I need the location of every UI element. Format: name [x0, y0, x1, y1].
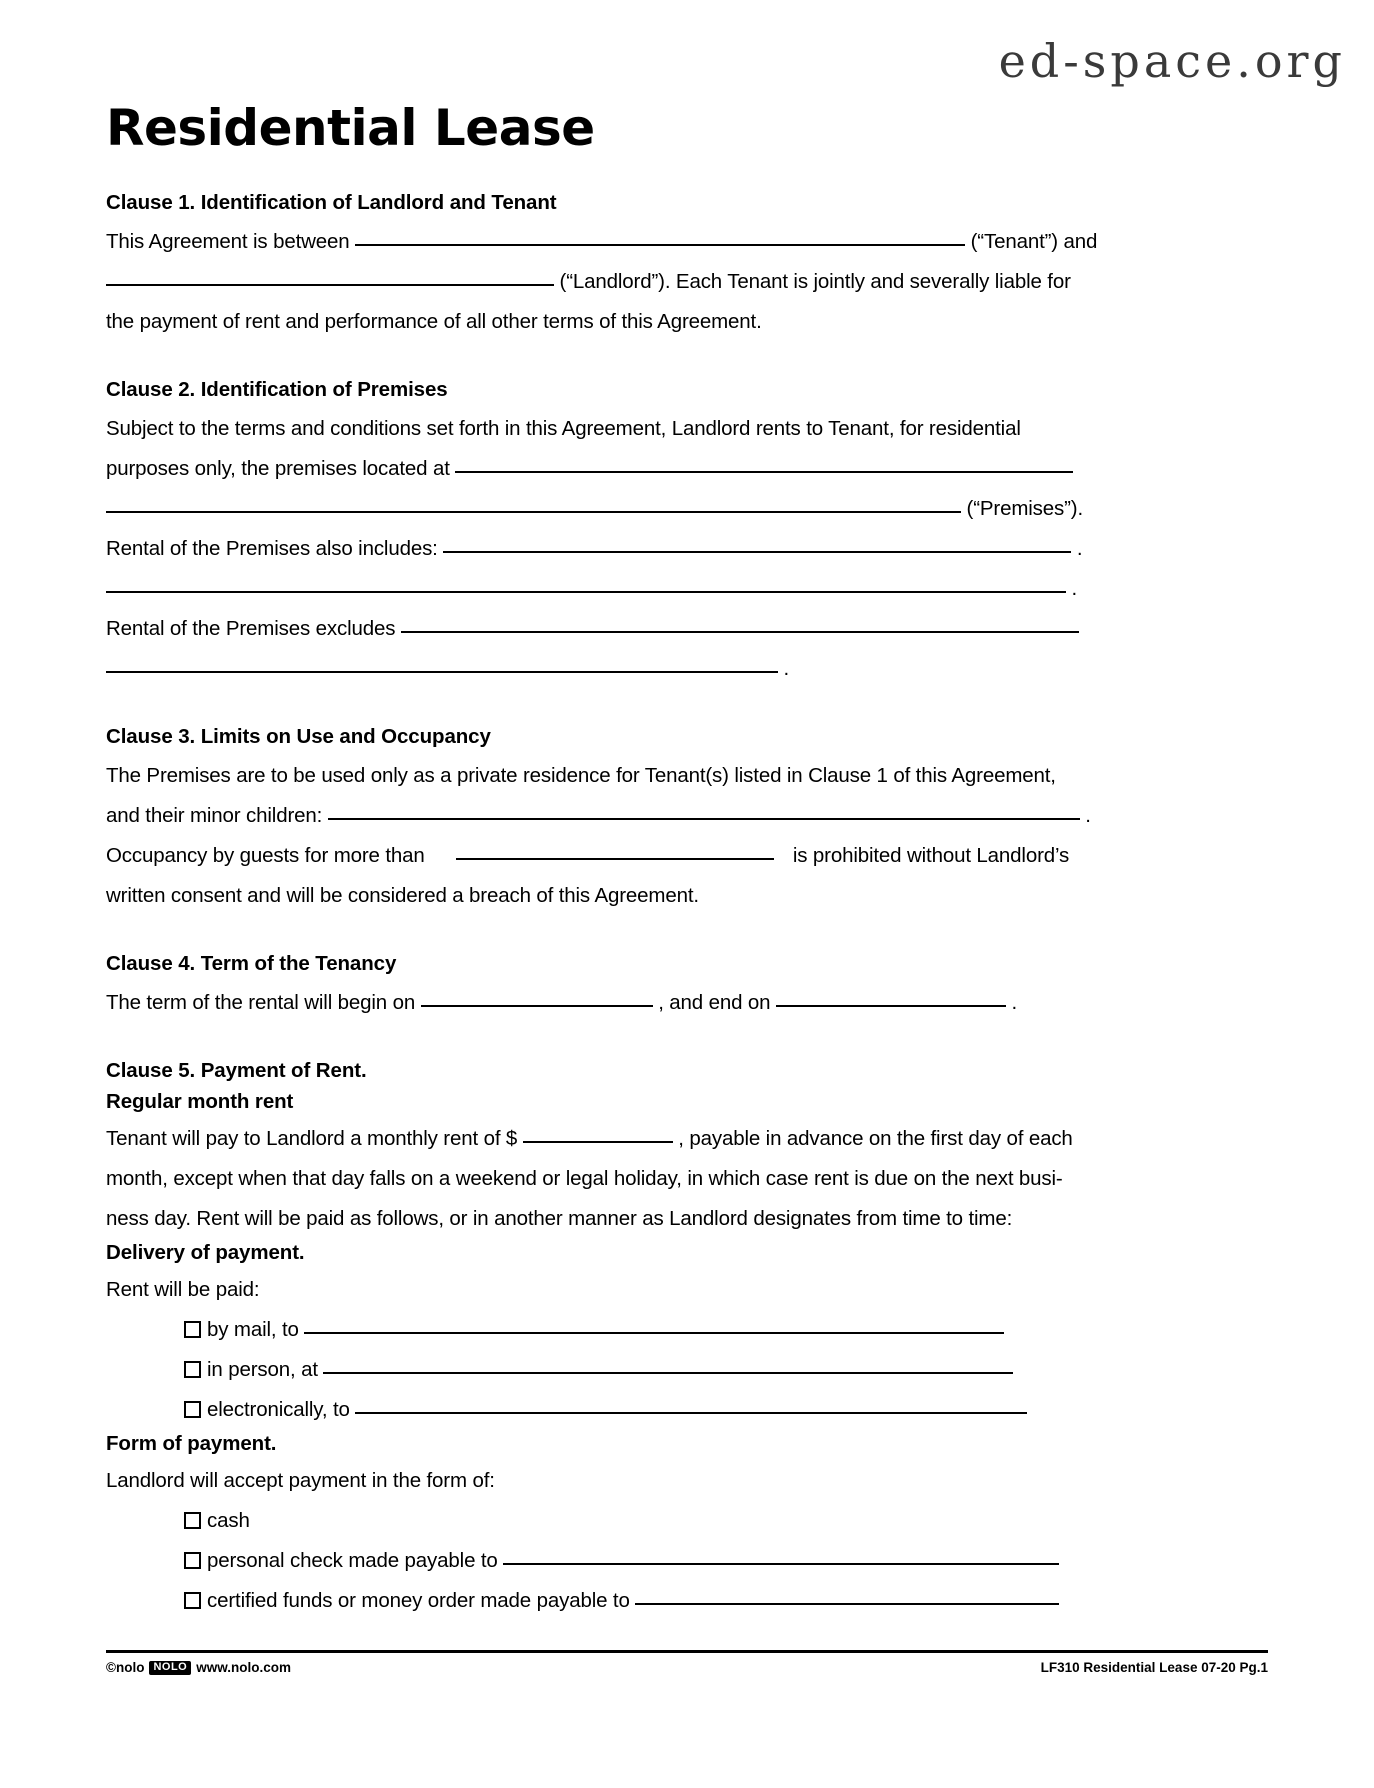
clause-2-includes-line — [106, 529, 1106, 569]
guest-occupancy-blank[interactable] — [456, 858, 774, 860]
by-mail-blank[interactable] — [304, 1332, 1004, 1334]
clause-4-heading: Clause 4. Term of the Tenancy — [106, 951, 397, 975]
checkbox-icon-electronically[interactable] — [184, 1401, 201, 1418]
footer-row — [106, 1660, 1268, 1675]
term-end-blank[interactable] — [776, 1005, 1006, 1007]
clause-2-excludes-cont — [106, 649, 1106, 689]
document-content — [106, 0, 1106, 1621]
nolo-logo-icon: NOLO — [149, 1661, 191, 1675]
form-option-cash-label: cash — [207, 1508, 250, 1532]
page-title: Residential Lease — [106, 99, 595, 157]
form-of-payment-heading: Form of payment. — [106, 1431, 277, 1455]
footer-document-id: LF310 Residential Lease 07-20 Pg.1 — [1040, 1660, 1268, 1675]
landlord-name-blank[interactable] — [106, 284, 554, 286]
clause-3-heading: Clause 3. Limits on Use and Occupancy — [106, 724, 491, 748]
clause-5-rent-line-2: month, except when that day falls on a weekend or legal holiday, in which case rent is due on the next busi- — [106, 1166, 1063, 1190]
clause-3-line-2 — [106, 796, 1106, 836]
clause-3-line-4: written consent and will be considered a breach of this Agreement. — [106, 883, 699, 907]
form-option-certified-funds[interactable] — [106, 1581, 1106, 1621]
delivery-option-by-mail-label: by mail, to — [207, 1317, 299, 1341]
delivery-of-payment-heading: Delivery of payment. — [106, 1240, 305, 1264]
in-person-blank[interactable] — [323, 1372, 1013, 1374]
clause-2-line-3 — [106, 489, 1106, 529]
clause-1-line-2-suffix: (“Landlord”). Each Tenant is jointly and severally liable for — [559, 269, 1071, 293]
monthly-rent-label: Tenant will pay to Landlord a monthly rent of $ — [106, 1126, 518, 1150]
excludes-cont-period: . — [783, 656, 790, 680]
personal-check-payee-blank[interactable] — [503, 1563, 1059, 1565]
form-option-cash[interactable] — [106, 1501, 1106, 1541]
term-period: . — [1011, 990, 1018, 1014]
checkbox-icon-in-person[interactable] — [184, 1361, 201, 1378]
delivery-option-in-person[interactable] — [106, 1350, 1106, 1390]
form-of-payment-intro: Landlord will accept payment in the form of: — [106, 1468, 495, 1492]
checkbox-icon-cash[interactable] — [184, 1512, 201, 1529]
delivery-option-by-mail[interactable] — [106, 1310, 1106, 1350]
includes-blank-1[interactable] — [443, 551, 1071, 553]
premises-address-blank-2[interactable] — [106, 511, 961, 513]
clause-1-line-3: the payment of rent and performance of all other terms of this Agreement. — [106, 309, 762, 333]
includes-label: Rental of the Premises also includes: — [106, 536, 438, 560]
delivery-option-electronically-label: electronically, to — [207, 1397, 350, 1421]
clause-2-line-2 — [106, 449, 1106, 489]
delivery-option-in-person-label: in person, at — [207, 1357, 318, 1381]
term-end-label: , and end on — [658, 990, 771, 1014]
guest-occupancy-suffix: is prohibited without Landlord’s — [792, 843, 1070, 867]
form-option-personal-check-label: personal check made payable to — [207, 1548, 498, 1572]
footer-website[interactable]: www.nolo.com — [196, 1660, 291, 1675]
tenant-name-blank[interactable] — [355, 244, 965, 246]
clause-2-line-3-suffix: (“Premises”). — [966, 496, 1084, 520]
clause-5-rent-line-3: ness day. Rent will be paid as follows, or in another manner as Landlord designates from time to time: — [106, 1206, 1013, 1230]
clause-2-heading: Clause 2. Identification of Premises — [106, 377, 448, 401]
clause-1-line-2 — [106, 262, 1106, 302]
includes-period: . — [1076, 536, 1083, 560]
guest-occupancy-prefix: Occupancy by guests for more than — [106, 843, 425, 867]
page-footer — [106, 1650, 1268, 1675]
clause-5-rent-line-1 — [106, 1119, 1106, 1159]
checkbox-icon-personal-check[interactable] — [184, 1552, 201, 1569]
minor-children-label: and their minor children: — [106, 803, 323, 827]
clause-4-line-1 — [106, 983, 1106, 1023]
minor-children-period: . — [1085, 803, 1091, 827]
includes-blank-2[interactable] — [106, 591, 1066, 593]
regular-month-rent-heading: Regular month rent — [106, 1089, 294, 1113]
clause-5-heading: Clause 5. Payment of Rent. — [106, 1058, 367, 1082]
clause-1-line-1-suffix: (“Tenant”) and — [970, 229, 1098, 253]
site-watermark: ed-space.org — [998, 34, 1346, 88]
clause-1-heading: Clause 1. Identification of Landlord and Tenant — [106, 190, 557, 214]
certified-funds-payee-blank[interactable] — [635, 1603, 1059, 1605]
clause-1-line-1-prefix: This Agreement is between — [106, 229, 350, 253]
clause-3-line-1: The Premises are to be used only as a private residence for Tenant(s) listed in Clause 1 of this Agreement, — [106, 763, 1056, 787]
clause-3-line-3 — [106, 836, 1106, 876]
premises-address-blank-1[interactable] — [455, 471, 1073, 473]
minor-children-blank[interactable] — [328, 818, 1080, 820]
clause-2-line-1: Subject to the terms and conditions set forth in this Agreement, Landlord rents to Tenant, for residential — [106, 416, 1021, 440]
term-begin-blank[interactable] — [421, 1005, 653, 1007]
term-begin-label: The term of the rental will begin on — [106, 990, 416, 1014]
clause-2-includes-cont — [106, 569, 1106, 609]
checkbox-icon-certified-funds[interactable] — [184, 1592, 201, 1609]
form-option-certified-funds-label: certified funds or money order made payable to — [207, 1588, 630, 1612]
clause-1-line-1 — [106, 222, 1106, 262]
clause-2-excludes-line — [106, 609, 1106, 649]
excludes-label: Rental of the Premises excludes — [106, 616, 396, 640]
excludes-blank-2[interactable] — [106, 671, 778, 673]
excludes-blank-1[interactable] — [401, 631, 1079, 633]
electronically-blank[interactable] — [355, 1412, 1027, 1414]
rent-will-be-paid-label: Rent will be paid: — [106, 1277, 260, 1301]
includes-cont-period: . — [1071, 576, 1078, 600]
footer-copyright: ©nolo — [106, 1660, 145, 1675]
checkbox-icon-by-mail[interactable] — [184, 1321, 201, 1338]
delivery-option-electronically[interactable] — [106, 1390, 1106, 1430]
monthly-rent-suffix: , payable in advance on the first day of each — [678, 1126, 1073, 1150]
monthly-rent-blank[interactable] — [523, 1141, 673, 1143]
form-option-personal-check[interactable] — [106, 1541, 1106, 1581]
footer-branding — [106, 1660, 291, 1675]
clause-2-line-2-prefix: purposes only, the premises located at — [106, 456, 450, 480]
footer-divider — [106, 1650, 1268, 1653]
